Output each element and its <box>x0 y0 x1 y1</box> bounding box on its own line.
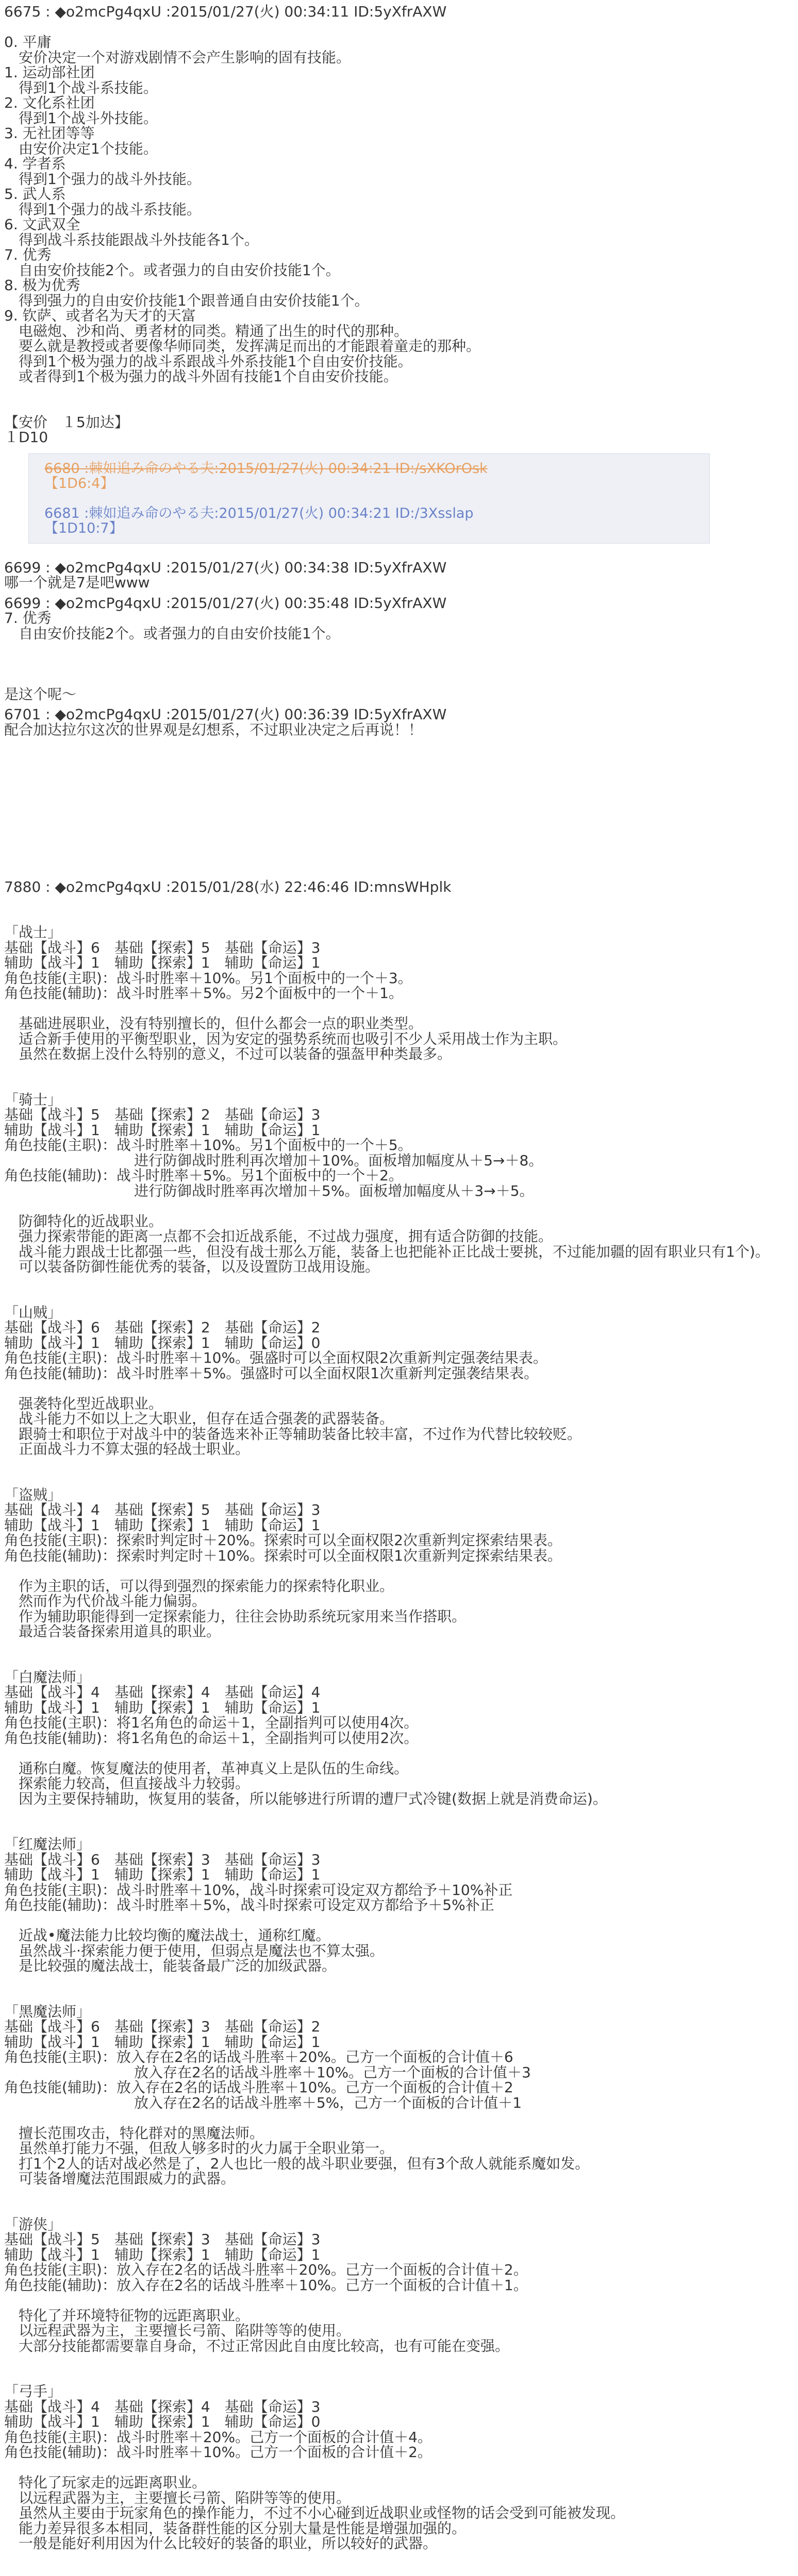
post-line: 得到1个强力的战斗系技能。 <box>4 200 201 218</box>
post-line: 得到1个极为强力的战斗系跟战斗外系技能1个自由安价技能。 <box>4 352 412 370</box>
post-line: 特化了玩家走的远距离职业。 <box>4 2474 207 2491</box>
post-header: 6675 : ◆o2mcPg4qxU :2015/01/27(火) 00:34:11 ID:5yXfrAXW <box>4 3 447 20</box>
post-line: 虽然战斗·探索能力便于使用，但弱点是魔法也不算太强。 <box>4 1942 384 1959</box>
post-line: 辅助【战斗】1 辅助【探索】1 辅助【命运】0 <box>4 2413 321 2430</box>
post-header: 6699 : ◆o2mcPg4qxU :2015/01/27(火) 00:35:48 ID:5yXfrAXW <box>4 594 447 612</box>
post-line: 正面战斗力不算太强的轻战士职业。 <box>4 1440 250 1458</box>
post-line: 是比较强的魔法战士，能装备最广泛的加级武器。 <box>4 1957 337 1974</box>
post-line: 辅助【战斗】1 辅助【探索】1 辅助【命运】1 <box>4 1866 321 1883</box>
post-line: 角色技能(主职)：战斗时胜率＋10%。另1个面板中的一个＋5。 <box>4 1137 412 1154</box>
post-line: 基础【战斗】6 基础【探索】2 基础【命运】2 <box>4 1319 321 1336</box>
post-line: 基础【战斗】4 基础【探索】4 基础【命运】3 <box>4 2398 321 2415</box>
post-line: 角色技能(主职)：战斗时胜率＋20%。己方一个面板的合计值＋4。 <box>4 2428 432 2446</box>
post-line: 辅助【战斗】1 辅助【探索】1 辅助【命运】1 <box>4 1121 321 1139</box>
post-line: 8. 极为优秀 <box>4 277 80 294</box>
post-line: 进行防御战时胜率再次增加＋5%。面板增加幅度从＋3→＋5。 <box>4 1182 534 1199</box>
post-line: 进行防御战时胜利再次增加＋10%。面板增加幅度从＋5→＋8。 <box>4 1151 543 1169</box>
post-line: 7. 优秀 <box>4 609 52 626</box>
post-line: 得到1个战斗外技能。 <box>4 109 158 127</box>
post-line: 基础【战斗】6 基础【探索】5 基础【命运】3 <box>4 939 321 956</box>
post-line: 哪一个就是7是吧www <box>4 574 150 591</box>
post-line: 角色技能(主职)：将1名角色的命运＋1，全副指判可以使用4次。 <box>4 1714 419 1731</box>
post-line: 通称白魔。恢复魔法的使用者，革神真义上是队伍的生命线。 <box>4 1759 409 1777</box>
post-line: 得到战斗系技能跟战斗外技能各1个。 <box>4 231 259 248</box>
quote-box <box>28 453 710 544</box>
post-line: 「弓手」 <box>4 2383 62 2400</box>
post-line: 角色技能(辅助)：探索时判定时＋10%。探索时可以全面权限1次重新判定探索结果表。 <box>4 1547 562 1564</box>
post-line: 自由安价技能2个。或者强力的自由安价技能1个。 <box>4 624 340 642</box>
post-line: 然而作为代价战斗能力偏弱。 <box>4 1592 207 1609</box>
post-line: 一般是能好利用因为什么比较好的装备的职业，所以较好的武器。 <box>4 2535 438 2552</box>
post-line: 能力差异很多本相同，装备群性能的区分别大量是性能是增强加强的。 <box>4 2519 467 2537</box>
post-line: 辅助【战斗】1 辅助【探索】1 辅助【命运】1 <box>4 1516 321 1534</box>
post-line: 基础【战斗】5 基础【探索】3 基础【命运】3 <box>4 2231 321 2248</box>
post-line: 得到1个强力的战斗外技能。 <box>4 170 201 188</box>
post-line: 基础【战斗】5 基础【探索】2 基础【命运】3 <box>4 1106 321 1123</box>
post-line: 角色技能(辅助)：放入存在2名的话战斗胜率＋10%。己方一个面板的合计值＋2 <box>4 2079 513 2096</box>
post-line: 适合新手使用的平衡型职业，因为安定的强势系统而也吸引不少人采用战士作为主职。 <box>4 1030 568 1047</box>
post-line: 6. 文武双全 <box>4 216 80 233</box>
post-line: 7. 优秀 <box>4 246 52 263</box>
post-line: 跟骑士和职位于对战斗中的装备选来补正等辅助装备比较丰富，不过作为代替比较较贬。 <box>4 1425 582 1443</box>
post-line: 以远程武器为主，主要擅长弓箭、陷阱等等的使用。 <box>4 2489 351 2506</box>
post-line: 「游侠」 <box>4 2215 62 2233</box>
post-line: 安价决定一个对游戏剧情不会产生影响的固有技能。 <box>4 48 351 66</box>
post-line: 虽然在数据上没什么特别的意义，不过可以装备的强盔甲种类最多。 <box>4 1045 452 1062</box>
post-line: 基础进展职业，没有特别擅长的，但什么都会一点的职业类型。 <box>4 1015 423 1032</box>
post-line: 「红魔法师」 <box>4 1836 91 1853</box>
post-line: 角色技能(辅助)：战斗时胜率＋5%。强盛时可以全面权限1次重新判定强袭结果表。 <box>4 1364 539 1382</box>
post-line: 防御特化的近战职业。 <box>4 1212 163 1230</box>
post-header: 6701 : ◆o2mcPg4qxU :2015/01/27(火) 00:36:39 ID:5yXfrAXW <box>4 706 447 723</box>
post-line: 「盗贼」 <box>4 1486 62 1503</box>
post-line: 因为主要保持辅助，恢复用的装备，所以能够进行所谓的遭尸式冷键(数据上就是消费命运)。 <box>4 1790 607 1807</box>
post-line: 作为主职的话，可以得到强烈的探索能力的探索特化职业。 <box>4 1577 394 1595</box>
post-line: 战斗能力不如以上之大职业，但存在适合强袭的武器装备。 <box>4 1410 394 1427</box>
post-line: 角色技能(主职)：战斗时胜率＋10%，战斗时探索可设定双方都给予＋10%补正 <box>4 1881 513 1899</box>
post-line: 放入存在2名的话战斗胜率＋5%，己方一个面板的合计值＋1 <box>4 2094 522 2111</box>
post-line: 要么就是教授或者要像华师同类，发挥满足而出的才能跟着童走的那种。 <box>4 337 481 354</box>
post-line: 得到1个战斗系技能。 <box>4 79 158 96</box>
post-line: 辅助【战斗】1 辅助【探索】1 辅助【命运】1 <box>4 2033 321 2050</box>
post-line: 基础【战斗】6 基础【探索】3 基础【命运】2 <box>4 2018 321 2035</box>
post-line: 角色技能(主职)：战斗时胜率＋10%。强盛时可以全面权限2次重新判定强袭结果表。 <box>4 1349 547 1366</box>
post-line: 可以装备防御性能优秀的装备，以及设置防卫战用设施。 <box>4 1258 380 1275</box>
post-line: 「骑士」 <box>4 1091 62 1108</box>
post-line: 基础【战斗】6 基础【探索】3 基础【命运】3 <box>4 1851 321 1868</box>
post-line: 放入存在2名的话战斗胜率＋10%。己方一个面板的合计值＋3 <box>4 2063 531 2081</box>
post-line: 是这个呢～ <box>4 685 77 703</box>
post-line: 【安价 １5加达】 <box>4 413 129 431</box>
post-line: 电磁炮、沙和尚、勇者材的同类。精通了出生的时代的那种。 <box>4 322 409 340</box>
post-line: 角色技能(辅助)：将1名角色的命运＋1，全副指判可以使用2次。 <box>4 1729 419 1747</box>
quote-header: 6680 :棘如追み命のやる夫:2015/01/27(火) 00:34:21 ID:/sXKOrOsk <box>44 460 488 477</box>
post-line: 大部分技能都需要靠自身命，不过正常因此自由度比较高，也有可能在变强。 <box>4 2337 510 2354</box>
post-line: 角色技能(主职)：放入存在2名的话战斗胜率＋20%。己方一个面板的合计值＋2。 <box>4 2261 528 2278</box>
post-line: 辅助【战斗】1 辅助【探索】1 辅助【命运】0 <box>4 1334 321 1351</box>
post-line: 打1个2人的话对战必然是了，2人也比一般的战斗职业要强，但有3个敌人就能系魔如发。 <box>4 2155 590 2172</box>
post-line: １D10 <box>4 429 48 446</box>
post-line: 配合加达拉尔这次的世界观是幻想系，不过职业决定之后再说！！ <box>4 721 423 738</box>
quote-header: 6681 :棘如追み命のやる夫:2015/01/27(火) 00:34:21 ID:/3Xsslap <box>44 505 474 521</box>
post-line: 探索能力较高，但直接战斗力较弱。 <box>4 1775 250 1792</box>
post-line: 角色技能(辅助)：战斗时胜率＋5%。另2个面板中的一个＋1。 <box>4 985 403 1002</box>
post-line: 角色技能(主职)：探索时判定时＋20%。探索时可以全面权限2次重新判定探索结果表。 <box>4 1532 562 1549</box>
post-line: 特化了并环境特征物的远距离职业。 <box>4 2307 250 2324</box>
post-line: 角色技能(辅助)：战斗时胜率＋5%，战斗时探索可设定双方都给予＋5%补正 <box>4 1896 494 1913</box>
post-line: 近战•魔法能力比较均衡的魔法战士，通称红魔。 <box>4 1927 330 1944</box>
quote-body: 【1D6:4】 <box>44 475 114 492</box>
post-line: 辅助【战斗】1 辅助【探索】1 辅助【命运】1 <box>4 2246 321 2263</box>
post-line: 或者得到1个极为强力的战斗外固有技能1个自由安价技能。 <box>4 368 398 385</box>
post-line: 自由安价技能2个。或者强力的自由安价技能1个。 <box>4 261 340 279</box>
post-line: 0. 平庸 <box>4 33 52 50</box>
post-line: 「山贼」 <box>4 1303 62 1321</box>
post-line: 可装备增魔法范围跟威力的武器。 <box>4 2170 236 2187</box>
post-line: 角色技能(主职)：战斗时胜率＋10%。另1个面板中的一个＋3。 <box>4 969 412 987</box>
post-line: 基础【战斗】4 基础【探索】4 基础【命运】4 <box>4 1684 321 1701</box>
post-line: 由安价决定1个技能。 <box>4 140 158 157</box>
post-line: 虽然从主要由于玩家角色的操作能力，不过不小心碰到近战职业或怪物的话会受到可能被发现。 <box>4 2504 625 2521</box>
quote-body: 【1D10:7】 <box>44 520 123 536</box>
post-line: 以远程武器为主，主要擅长弓箭、陷阱等等的使用。 <box>4 2322 351 2339</box>
post-line: 3. 无社团等等 <box>4 125 95 142</box>
post-line: 角色技能(辅助)：战斗时胜率＋10%。己方一个面板的合计值＋2。 <box>4 2444 432 2461</box>
post-line: 「白魔法师」 <box>4 1668 91 1686</box>
post-line: 「黑魔法师」 <box>4 2003 91 2020</box>
post-header: 7880 : ◆o2mcPg4qxU :2015/01/28(水) 22:46:46 ID:mnsWHplk <box>4 878 452 895</box>
post-line: 4. 学者系 <box>4 155 66 172</box>
post-line: 2. 文化系社团 <box>4 94 95 111</box>
post-line: 9. 钦萨、或者名为天才的天富 <box>4 307 196 324</box>
post-line: 5. 武人系 <box>4 185 66 202</box>
post-header: 6699 : ◆o2mcPg4qxU :2015/01/27(火) 00:34:38 ID:5yXfrAXW <box>4 558 447 576</box>
post-line: 作为辅助职能得到一定探索能力，往往会协助系统玩家用来当作搭职。 <box>4 1607 467 1625</box>
post-line: 辅助【战斗】1 辅助【探索】1 辅助【命运】1 <box>4 954 321 971</box>
post-line: 战斗能力跟战士比都强一些，但没有战士那么万能，装备上也把能补正比战士要挑，不过能加疆的固有职业只有1个)。 <box>4 1243 770 1260</box>
post-line: 角色技能(辅助)：放入存在2名的话战斗胜率＋10%。己方一个面板的合计值＋1。 <box>4 2276 528 2294</box>
post-line: 角色技能(辅助)：战斗时胜率＋5%。另1个面板中的一个＋2。 <box>4 1167 403 1184</box>
post-line: 1. 运动部社团 <box>4 64 95 81</box>
post-line: 最适合装备探索用道具的职业。 <box>4 1623 221 1640</box>
post-line: 强袭特化型近战职业。 <box>4 1395 163 1412</box>
post-line: 虽然单打能力不强，但敌人够多时的火力属于全职业第一。 <box>4 2140 394 2157</box>
post-line: 强力探索带能的距离一点都不会扣近战系能，不过战力强度，拥有适合防御的技能。 <box>4 1228 553 1245</box>
post-line: 「战士」 <box>4 924 62 941</box>
post-line: 得到强力的自由安价技能1个跟普通自由安价技能1个。 <box>4 292 369 309</box>
post-line: 辅助【战斗】1 辅助【探索】1 辅助【命运】1 <box>4 1699 321 1716</box>
post-line: 基础【战斗】4 基础【探索】5 基础【命运】3 <box>4 1501 321 1518</box>
post-line: 角色技能(主职)：放入存在2名的话战斗胜率＋20%。己方一个面板的合计值＋6 <box>4 2048 513 2065</box>
post-line: 擅长范围攻击，特化群对的黑魔法师。 <box>4 2124 264 2142</box>
